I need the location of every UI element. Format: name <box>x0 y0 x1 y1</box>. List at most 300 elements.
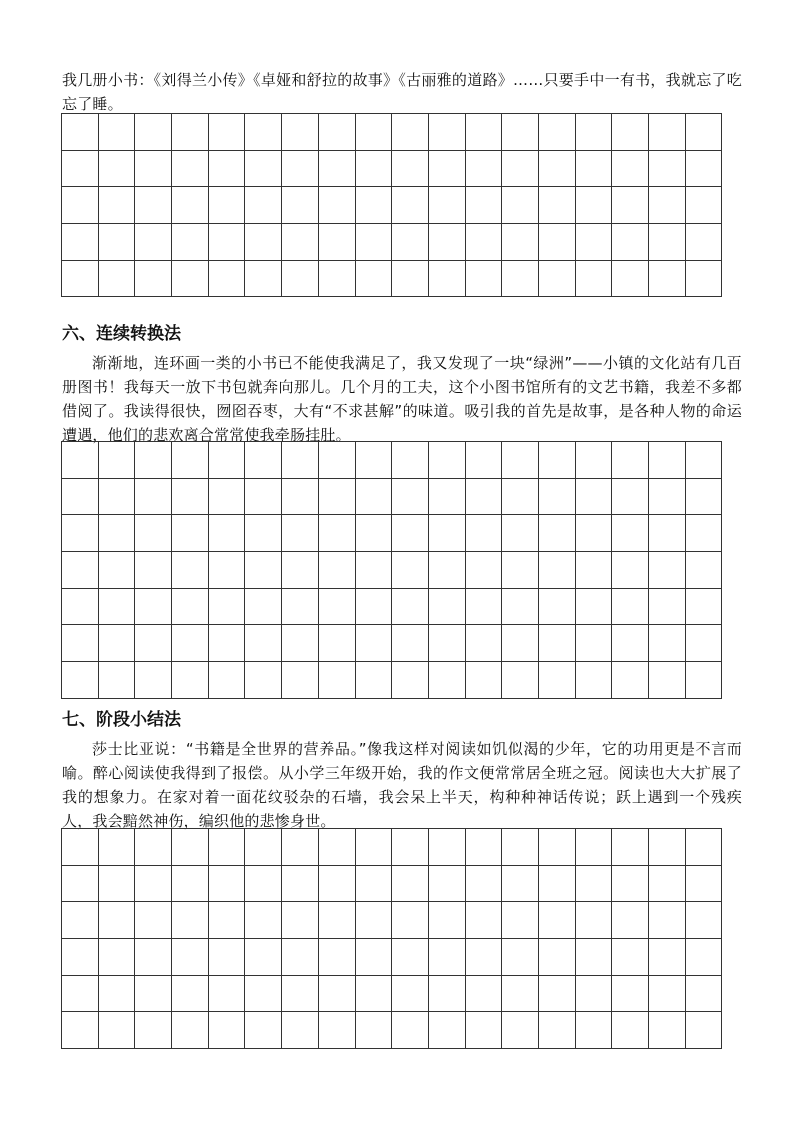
grid-cell <box>539 261 576 298</box>
grid-cell <box>209 515 246 552</box>
grid-cell <box>502 442 539 479</box>
grid-cell <box>209 224 246 261</box>
grid-cell <box>576 515 613 552</box>
grid-cell <box>502 224 539 261</box>
grid-cell <box>649 261 686 298</box>
grid-cell <box>502 1012 539 1049</box>
grid-cell <box>245 625 282 662</box>
grid-cell <box>612 625 649 662</box>
grid-cell <box>99 187 136 224</box>
grid-cell <box>502 515 539 552</box>
grid-cell <box>319 662 356 699</box>
grid-cell <box>135 261 172 298</box>
grid-cell <box>62 829 99 866</box>
grid-cell <box>135 829 172 866</box>
grid-cell <box>135 114 172 151</box>
grid-cell <box>466 1012 503 1049</box>
grid-cell <box>356 589 393 626</box>
grid-cell <box>356 151 393 188</box>
grid-cell <box>466 829 503 866</box>
grid-cell <box>245 976 282 1013</box>
grid-cell <box>686 866 723 903</box>
grid-cell <box>466 442 503 479</box>
grid-cell <box>466 939 503 976</box>
grid-cell <box>502 261 539 298</box>
grid-cell <box>99 224 136 261</box>
grid-cell <box>356 187 393 224</box>
grid-cell <box>172 829 209 866</box>
grid-cell <box>62 224 99 261</box>
grid-cell <box>539 187 576 224</box>
grid-cell <box>172 902 209 939</box>
grid-cell <box>209 151 246 188</box>
grid-cell <box>245 224 282 261</box>
grid-cell <box>62 151 99 188</box>
grid-cell <box>649 479 686 516</box>
grid-cell <box>282 114 319 151</box>
grid-cell <box>62 939 99 976</box>
grid-cell <box>319 902 356 939</box>
grid-cell <box>576 866 613 903</box>
grid-cell <box>612 114 649 151</box>
grid-cell <box>429 625 466 662</box>
grid-cell <box>429 552 466 589</box>
grid-cell <box>539 479 576 516</box>
grid-cell <box>319 515 356 552</box>
grid-cell <box>539 902 576 939</box>
grid-cell <box>209 829 246 866</box>
grid-cell <box>429 976 466 1013</box>
grid-cell <box>172 442 209 479</box>
grid-cell <box>429 151 466 188</box>
grid-cell <box>319 479 356 516</box>
grid-cell <box>429 662 466 699</box>
grid-cell <box>539 589 576 626</box>
grid-cell <box>245 1012 282 1049</box>
grid-cell <box>135 866 172 903</box>
grid-cell <box>209 866 246 903</box>
grid-cell <box>282 902 319 939</box>
grid-cell <box>209 442 246 479</box>
grid-cell <box>686 261 723 298</box>
section-heading: 六、连续转换法 <box>62 324 181 344</box>
grid-cell <box>135 976 172 1013</box>
grid-cell <box>356 662 393 699</box>
grid-cell <box>282 442 319 479</box>
intro-paragraph: 我几册小书：《刘得兰小传》《卓娅和舒拉的故事》《古丽雅的道路》……只要手中一有书，我就忘了吃忘了睡。 <box>62 71 742 113</box>
grid-cell <box>612 151 649 188</box>
section-paragraph: 渐渐地，连环画一类的小书已不能使我满足了，我又发现了一块“绿洲”——小镇的文化站有几百册图书！我每天一放下书包就奔向那儿。几个月的工夫，这个小图书馆所有的文艺书籍，我差不多都借阅了。我读得很快，囫囵吞枣，大有“不求甚解”的味道。吸引我的首先是故事，是各种人物的命运遭遇，他们的悲欢离合常常使我牵肠挂肚。 <box>62 354 742 444</box>
grid-cell <box>392 866 429 903</box>
grid-cell <box>649 515 686 552</box>
grid-cell <box>245 442 282 479</box>
grid-cell <box>319 187 356 224</box>
grid-cell <box>612 552 649 589</box>
grid-cell <box>99 589 136 626</box>
grid-cell <box>245 479 282 516</box>
grid-cell <box>62 1012 99 1049</box>
grid-cell <box>356 939 393 976</box>
grid-cell <box>466 261 503 298</box>
grid-cell <box>686 187 723 224</box>
grid-cell <box>612 187 649 224</box>
grid-cell <box>429 939 466 976</box>
grid-cell <box>612 829 649 866</box>
grid-cell <box>686 625 723 662</box>
grid-cell <box>539 151 576 188</box>
grid-cell <box>135 662 172 699</box>
grid-cell <box>502 151 539 188</box>
grid-cell <box>392 976 429 1013</box>
grid-cell <box>62 442 99 479</box>
grid-cell <box>135 515 172 552</box>
grid-cell <box>686 224 723 261</box>
grid-cell <box>392 552 429 589</box>
grid-cell <box>135 224 172 261</box>
grid-cell <box>135 939 172 976</box>
grid-cell <box>649 625 686 662</box>
grid-cell <box>539 976 576 1013</box>
grid-cell <box>392 662 429 699</box>
grid-cell <box>99 866 136 903</box>
grid-cell <box>429 479 466 516</box>
grid-cell <box>392 114 429 151</box>
grid-cell <box>502 187 539 224</box>
grid-cell <box>502 829 539 866</box>
grid-cell <box>62 902 99 939</box>
grid-cell <box>686 151 723 188</box>
grid-cell <box>502 589 539 626</box>
grid-cell <box>319 866 356 903</box>
grid-cell <box>135 442 172 479</box>
grid-cell <box>686 589 723 626</box>
grid-cell <box>99 114 136 151</box>
grid-cell <box>429 442 466 479</box>
grid-cell <box>245 589 282 626</box>
grid-cell <box>612 589 649 626</box>
grid-cell <box>172 224 209 261</box>
grid-cell <box>282 151 319 188</box>
grid-cell <box>576 151 613 188</box>
grid-cell <box>319 114 356 151</box>
grid-cell <box>392 829 429 866</box>
grid-cell <box>612 261 649 298</box>
grid-cell <box>392 479 429 516</box>
grid-cell <box>99 515 136 552</box>
grid-cell <box>502 552 539 589</box>
grid-cell <box>62 261 99 298</box>
grid-cell <box>209 187 246 224</box>
grid-cell <box>502 479 539 516</box>
grid-cell <box>539 442 576 479</box>
grid-cell <box>649 187 686 224</box>
grid-cell <box>502 114 539 151</box>
grid-cell <box>99 261 136 298</box>
grid-cell <box>429 114 466 151</box>
grid-cell <box>282 187 319 224</box>
grid-cell <box>245 829 282 866</box>
grid-cell <box>135 479 172 516</box>
grid-cell <box>356 829 393 866</box>
grid-cell <box>172 479 209 516</box>
grid-cell <box>245 939 282 976</box>
grid-cell <box>172 552 209 589</box>
grid-cell <box>282 224 319 261</box>
grid-cell <box>282 662 319 699</box>
grid-cell <box>62 662 99 699</box>
grid-cell <box>612 976 649 1013</box>
grid-cell <box>649 442 686 479</box>
grid-cell <box>392 902 429 939</box>
grid-cell <box>539 515 576 552</box>
grid-cell <box>502 866 539 903</box>
grid-cell <box>392 589 429 626</box>
grid-cell <box>539 1012 576 1049</box>
grid-cell <box>686 114 723 151</box>
grid-cell <box>392 1012 429 1049</box>
grid-cell <box>429 515 466 552</box>
grid-cell <box>576 552 613 589</box>
grid-cell <box>209 902 246 939</box>
grid-cell <box>539 224 576 261</box>
grid-cell <box>356 479 393 516</box>
grid-cell <box>135 552 172 589</box>
grid-cell <box>209 114 246 151</box>
grid-cell <box>319 151 356 188</box>
grid-cell <box>466 589 503 626</box>
grid-cell <box>282 515 319 552</box>
writing-grid <box>61 441 722 699</box>
grid-cell <box>209 479 246 516</box>
grid-cell <box>686 1012 723 1049</box>
grid-cell <box>466 515 503 552</box>
grid-cell <box>62 976 99 1013</box>
grid-cell <box>319 829 356 866</box>
grid-cell <box>245 866 282 903</box>
grid-cell <box>172 625 209 662</box>
grid-cell <box>502 625 539 662</box>
grid-cell <box>539 662 576 699</box>
grid-cell <box>319 1012 356 1049</box>
grid-cell <box>172 939 209 976</box>
grid-cell <box>245 515 282 552</box>
grid-cell <box>172 589 209 626</box>
grid-cell <box>356 442 393 479</box>
grid-cell <box>245 902 282 939</box>
grid-cell <box>245 187 282 224</box>
grid-cell <box>62 625 99 662</box>
grid-cell <box>99 625 136 662</box>
grid-cell <box>319 589 356 626</box>
grid-cell <box>576 939 613 976</box>
grid-cell <box>466 187 503 224</box>
grid-cell <box>539 866 576 903</box>
grid-cell <box>502 976 539 1013</box>
grid-cell <box>282 589 319 626</box>
grid-cell <box>429 224 466 261</box>
writing-grid <box>61 113 722 297</box>
grid-cell <box>502 662 539 699</box>
grid-cell <box>466 662 503 699</box>
grid-cell <box>282 866 319 903</box>
grid-cell <box>576 625 613 662</box>
grid-cell <box>576 442 613 479</box>
grid-cell <box>466 552 503 589</box>
grid-cell <box>172 515 209 552</box>
grid-cell <box>392 442 429 479</box>
grid-cell <box>282 939 319 976</box>
grid-cell <box>172 151 209 188</box>
grid-cell <box>319 261 356 298</box>
grid-cell <box>466 479 503 516</box>
grid-cell <box>576 261 613 298</box>
grid-cell <box>612 662 649 699</box>
grid-cell <box>576 114 613 151</box>
grid-cell <box>686 829 723 866</box>
grid-cell <box>612 866 649 903</box>
grid-cell <box>466 625 503 662</box>
grid-cell <box>649 589 686 626</box>
grid-cell <box>466 151 503 188</box>
grid-cell <box>392 625 429 662</box>
grid-cell <box>99 976 136 1013</box>
grid-cell <box>392 224 429 261</box>
grid-cell <box>62 187 99 224</box>
grid-cell <box>649 114 686 151</box>
grid-cell <box>686 939 723 976</box>
grid-cell <box>612 902 649 939</box>
grid-cell <box>62 552 99 589</box>
grid-cell <box>356 515 393 552</box>
section-heading: 七、阶段小结法 <box>62 710 181 730</box>
grid-cell <box>576 976 613 1013</box>
grid-cell <box>62 515 99 552</box>
writing-grid <box>61 828 722 1049</box>
grid-cell <box>576 902 613 939</box>
grid-cell <box>99 479 136 516</box>
grid-cell <box>135 187 172 224</box>
grid-cell <box>319 224 356 261</box>
grid-cell <box>209 552 246 589</box>
grid-cell <box>99 829 136 866</box>
grid-cell <box>172 662 209 699</box>
grid-cell <box>99 1012 136 1049</box>
grid-cell <box>62 589 99 626</box>
grid-cell <box>245 261 282 298</box>
grid-cell <box>576 479 613 516</box>
grid-cell <box>392 151 429 188</box>
grid-cell <box>356 261 393 298</box>
grid-cell <box>62 479 99 516</box>
grid-cell <box>686 552 723 589</box>
grid-cell <box>466 224 503 261</box>
grid-cell <box>282 976 319 1013</box>
grid-cell <box>356 552 393 589</box>
grid-cell <box>135 151 172 188</box>
grid-cell <box>576 589 613 626</box>
grid-cell <box>282 261 319 298</box>
grid-cell <box>319 976 356 1013</box>
grid-cell <box>99 662 136 699</box>
grid-cell <box>576 187 613 224</box>
grid-cell <box>319 939 356 976</box>
grid-cell <box>539 114 576 151</box>
grid-cell <box>686 662 723 699</box>
grid-cell <box>612 939 649 976</box>
grid-cell <box>429 261 466 298</box>
grid-cell <box>466 866 503 903</box>
grid-cell <box>209 589 246 626</box>
grid-cell <box>649 866 686 903</box>
grid-cell <box>209 976 246 1013</box>
grid-cell <box>282 625 319 662</box>
grid-cell <box>172 866 209 903</box>
grid-cell <box>686 976 723 1013</box>
grid-cell <box>356 866 393 903</box>
grid-cell <box>686 442 723 479</box>
grid-cell <box>502 902 539 939</box>
grid-cell <box>649 939 686 976</box>
grid-cell <box>135 1012 172 1049</box>
grid-cell <box>245 662 282 699</box>
grid-cell <box>245 552 282 589</box>
grid-cell <box>649 224 686 261</box>
grid-cell <box>209 1012 246 1049</box>
grid-cell <box>649 552 686 589</box>
grid-cell <box>649 662 686 699</box>
grid-cell <box>429 866 466 903</box>
grid-cell <box>99 939 136 976</box>
grid-cell <box>172 261 209 298</box>
grid-cell <box>576 829 613 866</box>
grid-cell <box>209 261 246 298</box>
grid-cell <box>282 479 319 516</box>
grid-cell <box>686 902 723 939</box>
grid-cell <box>282 829 319 866</box>
grid-cell <box>502 939 539 976</box>
grid-cell <box>686 479 723 516</box>
grid-cell <box>466 976 503 1013</box>
grid-cell <box>62 114 99 151</box>
grid-cell <box>172 976 209 1013</box>
grid-cell <box>429 1012 466 1049</box>
grid-cell <box>209 662 246 699</box>
grid-cell <box>649 151 686 188</box>
grid-cell <box>356 1012 393 1049</box>
grid-cell <box>356 625 393 662</box>
grid-cell <box>282 1012 319 1049</box>
grid-cell <box>612 224 649 261</box>
grid-cell <box>392 187 429 224</box>
grid-cell <box>172 114 209 151</box>
grid-cell <box>356 224 393 261</box>
grid-cell <box>429 589 466 626</box>
grid-cell <box>429 902 466 939</box>
grid-cell <box>209 625 246 662</box>
grid-cell <box>319 625 356 662</box>
grid-cell <box>649 1012 686 1049</box>
grid-cell <box>319 442 356 479</box>
grid-cell <box>99 442 136 479</box>
section-paragraph: 莎士比亚说：“书籍是全世界的营养品。”像我这样对阅读如饥似渴的少年，它的功用更是不言而喻。醉心阅读使我得到了报偿。从小学三年级开始，我的作文便常常居全班之冠。阅读也大大扩展了我的想象力。在家对着一面花纹驳杂的石墙，我会呆上半天，构种种神话传说；跃上遇到一个残疾人，我会黯然神伤，编织他的悲惨身世。 <box>62 740 742 830</box>
grid-cell <box>686 515 723 552</box>
grid-cell <box>649 976 686 1013</box>
grid-cell <box>576 224 613 261</box>
grid-cell <box>319 552 356 589</box>
grid-cell <box>429 187 466 224</box>
grid-cell <box>356 902 393 939</box>
grid-cell <box>135 902 172 939</box>
